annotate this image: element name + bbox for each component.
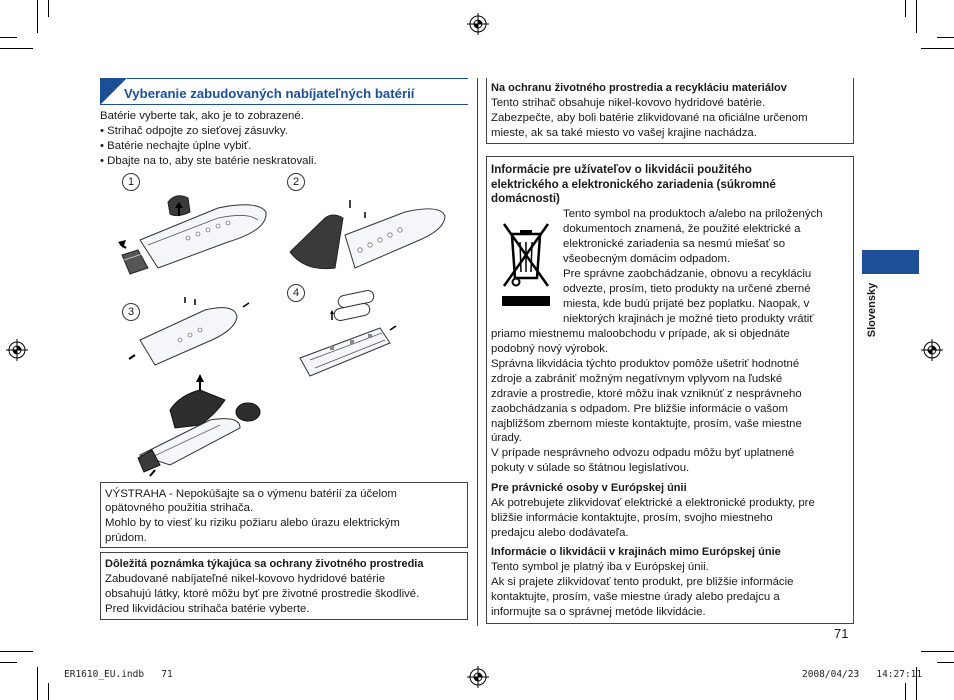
disposal-line: V prípade nesprávneho odvozu odpadu môžu byť uplatnené: [491, 447, 795, 459]
section-header-rule: [127, 78, 468, 79]
disposal-line: zdravie a prostredie, ktoré môžu inak vzniknúť z nesprávneho: [491, 388, 802, 400]
legal-title: Pre právnické osoby v Európskej únii: [491, 482, 687, 494]
legal-line: Ak potrebujete zlikvidovať elektrické a elektronické produkty, pre: [491, 497, 815, 509]
legal-line: predajcu alebo dodávateľa.: [491, 527, 629, 539]
trimmer-disassembly-illustration-2: [285, 190, 450, 285]
disposal-line: podobný nový výrobok.: [491, 343, 609, 355]
battery-removal-illustration-4: [290, 288, 420, 388]
step-number: 3: [127, 306, 135, 318]
registration-mark-icon: [467, 13, 489, 35]
disposal-wrap-line: odvezte, prosím, tieto produkty na určené zberné: [563, 283, 811, 295]
disposal-line: priamo miestnemu maloobchodu v prípade, ak si objednáte: [491, 328, 790, 340]
crop-mark: [916, 0, 917, 33]
env-line: mieste, ak sa také miesto vo vašej krajine nachádza.: [491, 127, 757, 139]
intro-text: Batérie vyberte tak, ako je to zobrazené.: [100, 110, 304, 122]
warning-line: VÝSTRAHA - Nepokúšajte sa o výmenu batérií za účelom: [105, 488, 397, 500]
outside-title: Informácie o likvidácii v krajinách mimo Európskej únie: [491, 546, 781, 558]
outside-line: Ak si prajete zlikvidovať tento produkt, pre bližšie informácie: [491, 576, 794, 588]
bullet-item: • Dbajte na to, aby ste batérie neskratovali.: [100, 155, 317, 167]
crop-mark: [48, 0, 49, 17]
trimmer-disassembly-illustration-3: [125, 295, 265, 375]
legal-line: bližšie informácie kontaktujte, prosím, svojho miestneho: [491, 512, 773, 524]
disposal-wrap-line: niektorých krajinách je možné tieto produkty vrátiť: [563, 313, 814, 325]
crop-mark: [0, 37, 17, 38]
crop-mark: [48, 683, 49, 700]
step-number: 2: [292, 176, 300, 188]
disposal-title-line: elektrického a elektronického zariadenia (súkromné: [491, 178, 776, 191]
note-title: Dôležitá poznámka týkajúca sa ochrany životného prostredia: [105, 558, 424, 570]
env-title: Na ochranu životného prostredia a recykláciu materiálov: [491, 82, 787, 94]
step-number: 1: [127, 176, 135, 188]
disposal-wrap-line: miesta, kde budú prijaté bez poplatku. Naopak, v: [563, 298, 810, 310]
bullet-item: • Strihač odpojte zo sieťovej zásuvky.: [100, 125, 288, 137]
disposal-wrap-line: elektronické zariadenia sa nesmú miešať so: [563, 238, 786, 250]
footer-file-info: ER1610_EU.indb 71: [64, 669, 173, 680]
disposal-line: pokuty v súlade so štátnou legislatívou.: [491, 462, 690, 474]
disposal-wrap-line: všeobecným domácim odpadom.: [563, 253, 731, 265]
disposal-line: zaobchádzania s odpadom. Pre bližšie informácie o vašom: [491, 403, 788, 415]
disposal-wrap-line: Pre správne zaobchádzanie, obnovu a recykláciu: [563, 268, 812, 280]
language-label-wrapper: [857, 280, 887, 340]
warning-line: opätovného použitia strihača.: [105, 502, 254, 514]
crop-mark: [937, 662, 954, 663]
warning-line: Mohlo by to viesť ku riziku požiaru alebo úrazu elektrickým: [105, 517, 400, 529]
disposal-wrap-line: Tento symbol na produktoch a/alebo na priložených: [563, 208, 823, 220]
crop-mark: [37, 0, 38, 33]
disposal-line: Správna likvidácia týchto produktov pomôže ušetriť hodnotné: [491, 358, 800, 370]
crop-mark: [937, 37, 954, 38]
step-number: 4: [292, 287, 300, 299]
language-tab: [862, 250, 919, 274]
crop-mark: [921, 48, 954, 49]
column-divider: [477, 78, 478, 626]
section-header-triangle: [100, 78, 127, 105]
disposal-line: zdroje a zabrániť možným negatívnym vplyvom na ľudské: [491, 373, 783, 385]
disposal-line: úrady.: [491, 432, 522, 444]
note-line: Pred likvidáciou strihača batérie vyberte.: [105, 603, 310, 615]
page-number: 71: [834, 626, 849, 641]
crop-mark: [905, 683, 906, 700]
disposal-line: najbližšom zbernom mieste kontaktujte, prosím, vaše miestne: [491, 418, 802, 430]
note-line: obsahujú látky, ktoré môžu byť pre životné prostredie škodlivé.: [105, 588, 420, 600]
crossed-out-bin-icon: [500, 220, 552, 308]
step-marker-1: [122, 173, 140, 191]
env-line: Tento strihač obsahuje nikel-kovovo hydridové batérie.: [491, 97, 766, 109]
note-line: Zabudované nabíjateľné nikel-kovovo hydridové batérie: [105, 573, 386, 585]
bullet-item: • Batérie nechajte úplne vybiť.: [100, 140, 252, 152]
registration-mark-icon: [467, 666, 489, 688]
env-line: Zabezpečte, aby boli batérie zlikvidované na oficiálne určenom: [491, 112, 808, 124]
registration-mark-icon: [6, 339, 28, 361]
trimmer-disassembly-illustration-1: [118, 190, 268, 285]
step-marker-2: [287, 173, 305, 191]
footer-timestamp: 2008/04/23 14:27:11: [802, 669, 923, 680]
crop-mark: [0, 48, 33, 49]
outside-line: kontaktujte, prosím, vaše miestne úrady alebo predajcu a: [491, 591, 780, 603]
warning-line: prúdom.: [105, 532, 147, 544]
crop-mark: [905, 0, 906, 17]
disposal-wrap-line: dokumentoch znamená, že použité elektrické a: [563, 223, 801, 235]
crop-mark: [921, 651, 954, 652]
outside-line: informujte sa o správnej metóde likvidácie.: [491, 606, 706, 618]
language-label: Slovensky: [866, 282, 878, 338]
section-header-underline: [100, 104, 468, 105]
registration-mark-icon: [921, 339, 943, 361]
trimmer-disassembly-illustration-3b: [130, 370, 270, 480]
crop-mark: [0, 662, 17, 663]
disposal-title-line: Informácie pre užívateľov o likvidácii použitého: [491, 163, 752, 176]
crop-mark: [0, 651, 33, 652]
crop-mark: [37, 667, 38, 700]
section-title: Vyberanie zabudovaných nabíjateľných batérií: [124, 86, 415, 101]
outside-line: Tento symbol je platný iba v Európskej únii.: [491, 561, 709, 573]
disposal-title-line: domácnosti): [491, 192, 560, 205]
